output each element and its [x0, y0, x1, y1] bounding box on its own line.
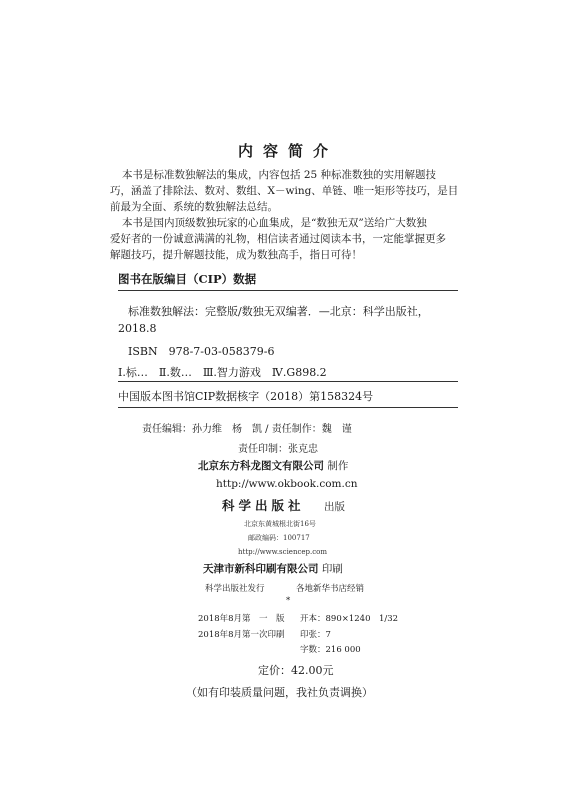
printed-sheets: 印张：7 [300, 630, 331, 640]
price-value: 42.00元 [291, 664, 334, 677]
cip-top-rule [118, 290, 458, 291]
publisher-name: 科学出版社 [222, 498, 305, 513]
printer-line [203, 561, 343, 576]
producer-line [198, 458, 348, 473]
publisher-postcode: 邮政编码：100717 [248, 534, 310, 542]
producer-role: 制作 [327, 460, 349, 472]
distribution-publisher: 科学出版社发行 [205, 584, 265, 594]
printer-name: 天津市新科印刷有限公司 [203, 563, 319, 575]
intro-paragraph-2-line-1: 本书是国内顶级数独玩家的心血集成，是“数独无双”送给广大数独 [122, 217, 427, 229]
intro-paragraph-1-line-2: 巧，涵盖了排除法、数对、数组、X－wing、单链、唯一矩形等技巧，是目 [110, 185, 459, 197]
cip-middle-rule [118, 381, 458, 382]
cip-title-line-1: 标准数独解法：完整版/数独无双编著．—北京：科学出版社， [128, 305, 429, 318]
book-format: 开本：890×1240 1/32 [300, 614, 399, 624]
cip-isbn: ISBN 978-7-03-058379-6 [128, 345, 275, 358]
intro-paragraph-1-line-1: 本书是标准数独解法的集成，内容包括 25 种标准数独的实用解题技 [122, 169, 437, 181]
intro-paragraph-2-line-2: 爱好者的一份诚意满满的礼物，相信读者通过阅读本书，一定能掌握更多 [110, 233, 446, 245]
producer-name: 北京东方科龙图文有限公司 [198, 460, 324, 472]
word-count: 字数：216 000 [300, 645, 361, 655]
cip-classification: Ⅰ.标… Ⅱ.数… Ⅲ.智力游戏 Ⅳ.G898.2 [118, 366, 327, 379]
price-line [258, 662, 334, 678]
separator-mark: * [286, 596, 291, 606]
cip-library-record: 中国版本图书馆CIP数据核字（2018）第158324号 [118, 390, 374, 403]
distribution-retailer: 各地新华书店经销 [296, 584, 365, 594]
credits-editors: 责任编辑：孙力维 杨 凯 / 责任制作：魏 谨 [142, 424, 352, 435]
printer-role: 印刷 [321, 563, 343, 575]
credits-print-editor: 责任印制：张克忠 [238, 444, 318, 455]
producer-url: http://www.okbook.com.cn [216, 478, 358, 490]
edition-line: 2018年8月第 一 版 [198, 614, 285, 624]
publisher-url: http://www.sciencep.com [238, 548, 328, 556]
price-label: 定价： [258, 664, 291, 677]
intro-title: 内容简介 [237, 142, 338, 160]
cip-heading: 图书在版编目（CIP）数据 [118, 272, 257, 286]
intro-paragraph-2-line-3: 解题技巧，提升解题技能，成为数独高手，指日可待！ [110, 249, 362, 261]
publisher-address: 北京东黄城根北街16号 [244, 520, 316, 528]
quality-note: （如有印装质量问题，我社负责调换） [186, 686, 373, 699]
intro-paragraph-1-line-3: 前最为全面、系统的数独解法总结。 [110, 201, 278, 213]
printing-line: 2018年8月第一次印刷 [198, 630, 285, 640]
cip-bottom-rule [118, 407, 458, 408]
publisher-role: 出版 [324, 501, 345, 513]
cip-title-line-2: 2018.8 [118, 322, 157, 335]
